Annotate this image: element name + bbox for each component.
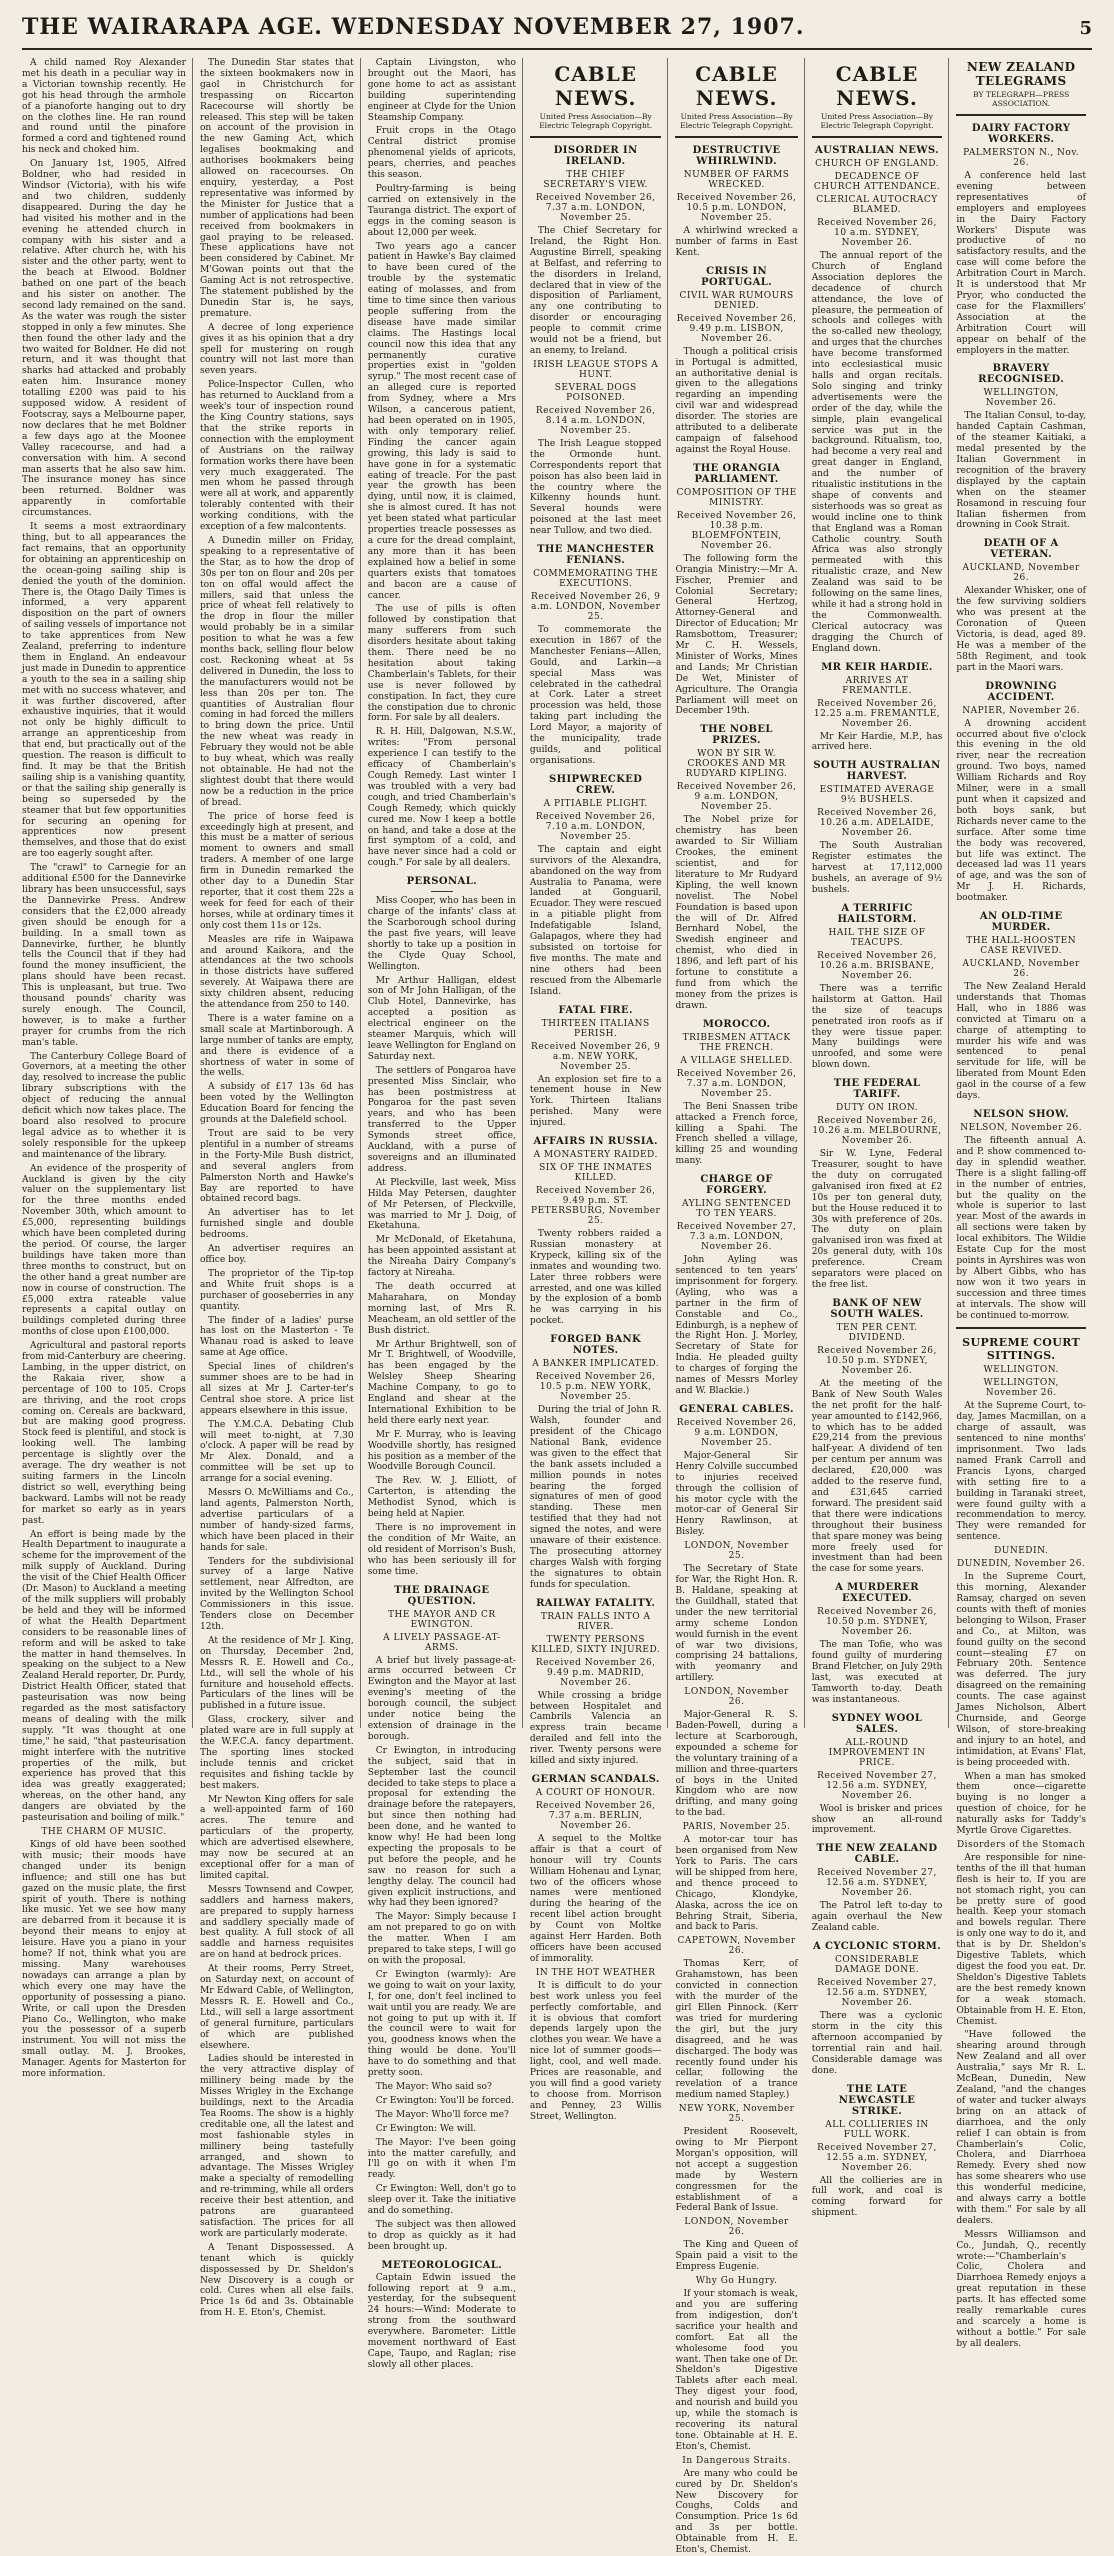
section-heading: THE FEDERAL TARIFF. xyxy=(833,1078,921,1101)
subheading: A COURT OF HONOUR. xyxy=(535,1787,656,1798)
advertisement-heading: Disorders of the Stomach xyxy=(956,1839,1086,1850)
subheading: COMMEMORATING THE EXECUTIONS. xyxy=(533,569,659,590)
dateline: Received November 26, 10.26 a.m. MELBOURNE, November 26. xyxy=(812,1116,942,1147)
section-heading: FATAL FIRE. xyxy=(558,1004,633,1016)
article: The finder of a ladies' purse has lost on the Masterton - Te Whanau road is asked to leave same at Age office. xyxy=(199,1315,354,1359)
dateline: Received November 26, 10.26 a.m. BRISBANE, November 26. xyxy=(817,950,937,981)
advertisement: R. H. Hill, Dalgowan, N.S.W., writes: "From personal experience I can testify to the efficacy of Chamberlain's Cough Remedy. Last winter I was troubled with a very bad cough, and tried Chamberlain's Cough Remedy, which quickly cured me. Now I keep a bottle on hand, and take a dose at the first symptom of a cold, and have never since had a cold or cough." For sale by all dealers. xyxy=(367,727,516,869)
article: Cr Ewington: We will. xyxy=(375,2123,477,2134)
dateline: Received November 27, 12.56 a.m. SYDNEY, November 26. xyxy=(817,1770,937,1801)
column-4 xyxy=(529,58,669,2122)
article: A conference held last evening between representatives of employers and employees in the Dairy Factory Workers' Dispute was productive of no satisfactory results, and the case will come before the Arbitration Court in March. It is understood that Mr Pryor, who conducted the case for the Flaxmillers' Association at the Arbitration Court will appear on behalf of the employers in the matter. xyxy=(956,171,1086,356)
advertisement: It is difficult to do your best work unless you feel perfectly comfortable, and it is obvious that comfort depends largely upon the clothes you wear. We have a nice lot of summer goods—light, cool, and well made. Prices are reasonable, and you will find a good variety to choose from. Morrison and Penney, 23 Willis Street, Wellington. xyxy=(529,1980,662,2122)
dateline: Received November 26, 10.38 p.m. BLOEMFONTEIN, November 26. xyxy=(676,510,797,551)
dateline: Received November 26, 7.10 a.m. LONDON, November 25. xyxy=(535,811,656,842)
article: Special lines of children's summer shoes are to be had in all sizes at Mr J. Carter-ter's Central shoe store. A price list appears elsewhere in this issue. xyxy=(199,1362,354,1416)
article: At their rooms, Perry Street, on Saturday next, on account of Mr Edward Cable, of Wellington, Messrs R. E. Howell and Co., Ltd., will sell a large assortment of general furniture, particulars of which are published elsewhere. xyxy=(199,1964,354,2051)
article: There is no improvement in the condition of Mr Waite, an old resident of Morrison's Bush, who has been seriously ill for some time. xyxy=(367,1523,516,1577)
dateline: Received November 26, 10.50 p.m. SYDNEY, November 26. xyxy=(817,1607,937,1638)
article: The South Australian Register estimates the harvest at 17,112,000 bushels, an average of 9½ bushels. xyxy=(811,841,943,895)
section-heading: MR KEIR HARDIE. xyxy=(821,661,933,673)
article: All the collieries are in full work, and coal is coming forward for shipment. xyxy=(811,2175,943,2219)
article: The subject was then allowed to drop as quickly as it had been brought up. xyxy=(367,2219,516,2252)
article: Captain Livingston, who brought out the Maori, has gone home to act as assistant building superintending engineer at Clyde for the Union Steamship Company. xyxy=(367,58,516,123)
section-heading: CRISIS IN PORTUGAL. xyxy=(701,265,773,288)
subheading: TEN PER CENT. DIVIDEND. xyxy=(836,1322,918,1343)
article: The Canterbury College Board of Governors, at a meeting the other day, resolved to increase the public library subscriptions with the object of reducing the annual deficit which now takes place. The board also resolved to procure legal advice as to whether it is solely responsible for the upkeep and maintenance of the library. xyxy=(22,1051,186,1160)
article: The Y.M.C.A. Debating Club will meet to-night, at 7.30 o'clock. A paper will be read by Mr Alex. Donald, and a committee will be set up to arrange for a social evening. xyxy=(199,1419,354,1485)
article: The Chief Secretary for Ireland, the Right Hon. Augustine Birrell, speaking at Belfast, and referring to the disorders in Ireland, declared that in view of the disposition of Parliament, any one contributing to disorder or encouraging people to commit crime would not be a friend, but an enemy, to Ireland. xyxy=(529,226,662,356)
article: Cr Ewington (warmly): Are we going to wait on your laxity, I, for one, don't feel inclined to wait until you are ready. We are not going to put up with it. If the council were to wait for you, goodness knows when the thing would be done. You'll have to do something and that pretty soon. xyxy=(367,1969,516,2079)
dateline: Received November 26, 10.5 p.m. NEW YORK, November 25. xyxy=(535,1372,656,1403)
article: The death occurred at Maharahara, on Monday morning last, of Mrs R. Meacheam, an old settler of the Bush district. xyxy=(367,1281,516,1336)
article: There was a terrific hailstorm at Gatton. Hail the size of teacups penetrated iron roofs as if they were tissue paper. Many buildings were unroofed, and some were blown down. xyxy=(811,983,943,1071)
article: A child named Roy Alexander met his death in a peculiar way in a Victorian township recently. He got his head through the armhole of a pianoforte hanging out to dry on the clothes line. He ran round and round until the pinafore formed a cord and tightened round his neck and choked him. xyxy=(22,58,186,156)
dateline: Received November 26, 9 a.m. LONDON, November 25. xyxy=(530,592,661,623)
article: A Dunedin miller on Friday, speaking to a representative of the Star, as to how the drop of 30s per ton on flour and 20s per ton on offal would affect the millers, said that unless the price of wheat fell relatively to the drop in flour the miller would probably be in a similar position to what he was a few months back, selling flour below cost. Reckoning wheat at 5s delivered in Dunedin, the loss to the manufacturers would not be less than 20s per ton. The quantities of Australian flour coming in had forced the millers to bring down the price. Until the new wheat was ready in February they would not be able to buy wheat, which was really not obtainable. He had not the slightest doubt that there would now be a reduction in the price of bread. xyxy=(199,535,354,808)
article: President Roosevelt, owing to Mr Pierpont Morgan's opposition, will not accept a suggestion made by Western congressmen for the establishment of a Federal Bank of Issue. xyxy=(675,2127,798,2214)
section-heading: BRAVERY RECOGNISED. xyxy=(978,363,1065,386)
article: Miss Cooper, who has been in charge of the infants' class at the Scarborough school during the past five years, will leave shortly to take up a position in the Clyde Quay School, Wellington. xyxy=(367,896,516,972)
article: While crossing a bridge between Hospitalet and Cambrils Valencia an express train became derailed and fell into the river. Twenty persons were killed and sixty injured. xyxy=(529,1690,662,1767)
article: Police-Inspector Cullen, who has returned to Auckland from a week's tour of inspection round the King Country stations, says that the strike reports in connection with the employment of Austrians on the railway formation works there have been very much exaggerated. The men whom he passed through were all at work, and apparently tolerably contented with their working conditions, with the exception of a few malcontents. xyxy=(199,380,354,533)
article: On January 1st, 1905, Alfred Boldner, who had resided in Windsor (Victoria), with his wife and two children, suddenly disappeared. During the day he had visited his mother and in the evening he attended church in company with his sister and a relative. After church he, with his sister and the other party, went to the beach at Elwood. Boldner bathed on one part of the beach and his sister on another. The second lady remained on the sand. As the water was rough the sister stopped in only a few minutes. She then found the other lady and the two waited for Boldner. He did not return, and it was thought that sharks had attacked and probably eaten him. Insurance money totalling £200 was paid to his supposed widow. A resident of Footscray, says a Melbourne paper, now declares that he met Boldner a few days ago at the Moonee Valley racecourse, and had a conversation with him. A second man asserts that he also saw him. The insurance money has since been returned. Boldner was apparently in comfortable circumstances. xyxy=(22,159,186,519)
column-3 xyxy=(367,58,523,2370)
divider xyxy=(812,136,943,138)
section-heading: DROWNING ACCIDENT. xyxy=(985,680,1057,703)
subheading: A VILLAGE SHELLED. xyxy=(680,1055,793,1066)
section-heading: SHIPWRECKED CREW. xyxy=(549,773,643,796)
article: Messrs Townsend and Cowper, saddlers and harness makers, are prepared to supply harness and saddlery specially made of best quality. A full stock of all saddle and harness requisites are on hand at bedrock prices. xyxy=(199,1884,354,1961)
article: The price of horse feed is exceedingly high at present, and this must be a matter of serious moment to owners and small traders. A member of one large firm in Dunedin remarked the other day to a Dunedin Star reporter, that it cost them 22s a week for feed for each of their horses, while at ordinary times it only cost them 11s or 12s. xyxy=(199,811,354,931)
advertisement-heading: Why Go Hungry. xyxy=(695,2276,778,2287)
article: Mr McDonald, of Eketahuna, has been appointed assistant at the Nireaha Dairy Company's factory at Nireaha. xyxy=(367,1235,516,1279)
column-5 xyxy=(675,58,804,2556)
subheading: WELLINGTON. xyxy=(983,1365,1059,1376)
nz-telegrams-banner: NEW ZEALAND TELEGRAMS xyxy=(966,60,1076,88)
article: The annual report of the Church of England Association deplores the decadence of church attendance, the love of pleasure, the permeation of schools and colleges with the so-called new theology, and urges that the churches have become transformed into ecclesiastical music halls and organ recitals. Solo singing and trinky advertisements were the order of the day, while the simple, plain evangelical service was put in the background. Ritualism, too, had become a very real and great danger in England, and the number of ritualistic institutions in the shape of convents and sisterhoods was so great as would incline one to think that England was a Roman Catholic country. South Africa was also strongly permeated with this ritualistic craze, and New Zealand was said to be following on the same lines, while it had a strong hold in the Commonwealth. Clerical autocracy was dragging the Church of England down. xyxy=(811,251,943,654)
subheading: ARRIVES AT FREMANTLE. xyxy=(842,675,912,696)
article: The New Zealand Herald understands that Thomas Hall, who in 1886 was convicted at Timaru on a charge of attempting to murder his wife and was sentenced to penal servitude for life, will be liberated from Mount Eden gaol in the course of a few days. xyxy=(956,982,1086,1102)
section-heading: SOUTH AUSTRALIAN HARVEST. xyxy=(813,760,941,783)
article: The King and Queen of Spain paid a visit to the Empress Eugenie. xyxy=(675,2240,798,2273)
article: The Mayor: Who'll force me? xyxy=(375,2109,509,2120)
article: The "crawl" to Carnegie for an additional £500 for the Dannevirke library has been unsuccessful, says the Dannevirke Press. Andrew considers that the £2,000 already given should be enough for a building. In a small town as Dannevirke, further, he bluntly tells the Council that if they had found the money insufficient, the plans should have been recast. This is unpleasant, but true. Two thousand pounds' charity was surely enough. The Council, however, is to make a further prayer for crumbs from the rich man's table. xyxy=(22,863,186,1048)
article: Measles are rife in Waipawa and around Kaikora, and the attendances at the two schools in those districts have suffered severely. At Waipawa there are sixty children absent, reducing the attendance from 250 to 140. xyxy=(199,934,354,1011)
section-heading: AUSTRALIAN NEWS. xyxy=(815,145,940,156)
subheading: DUNEDIN. xyxy=(994,1546,1049,1557)
article: The Secretary of State for War, the Right Hon. R. B. Haldane, speaking at the Guildhall, stated that under the new territorial army scheme London would furnish in the event of war two divisions, comprising 24 battalions, with yeomanry and artillery. xyxy=(675,1564,798,1684)
dateline: Received November 27, 12.56 a.m. SYDNEY, November 26. xyxy=(817,1868,937,1899)
article: Messrs O. McWilliams and Co., land agents, Palmerston North, advertise particulars of a number of handy-sized farms, which have been placed in their hands for sale. xyxy=(199,1488,354,1553)
subheading: THE CHIEF SECRETARY'S VIEW. xyxy=(543,170,648,190)
article: At the residence of Mr J. King, on Thursday, December 2nd, Messrs R. E. Howell and Co., Ltd., will sell the whole of his furniture and household effects. Particulars of the lines will be published in a future issue. xyxy=(199,1635,354,1712)
advertisement: If your stomach is weak, and you are suffering from indigestion, don't sacrifice your health and comfort. Eat all the wholesome food you want. Then take one of Dr. Sheldon's Digestive Tablets after each meal. They digest your food, and nourish and build you up, while the stomach is recovering its natural tone. Obtainable at H. E. Eton's, Chemist. xyxy=(675,2289,798,2452)
article: Glass, crockery, silver and plated ware are in full supply at the W.F.C.A. fancy department. The sporting lines stocked include tennis and cricket requisites and fishing tackle by best makers. xyxy=(199,1715,354,1791)
subheading: A MONASTERY RAIDED. xyxy=(533,1150,658,1161)
cable-news-banner: CABLE NEWS. xyxy=(695,62,778,110)
article: Mr Newton King offers for sale a well-appointed farm of 160 acres. The tenure and particulars of the property, which are advertised elsewhere, may now be secured at an exceptional offer for a man of limited capital. xyxy=(199,1794,354,1881)
section-heading: GENERAL CABLES. xyxy=(679,1403,794,1415)
press-association-credit: United Press Association—By Electric Telegraph Copyright. xyxy=(820,112,934,130)
article: To commemorate the execution in 1867 of the Manchester Fenians—Allen, Gould, and Larkin—a special Mass was celebrated in the cathedral at Cork. Later a street procession was held, those taking part including the Lord Mayor, a majority of the municipality, trade guilds, and political organisations. xyxy=(529,625,662,766)
article: Captain Edwin issued the following report at 9 a.m., yesterday, for the subsequent 24 hours:—Wind: Moderate to strong from the southward everywhere. Barometer: Little movement northward of East Cape, Taupo, and Raglan; rise slowly all other places. xyxy=(367,2272,516,2370)
subheading: SEVERAL DOGS POISONED. xyxy=(554,382,637,403)
dateline: AUCKLAND, November 26. xyxy=(962,563,1080,584)
press-association-credit: United Press Association—By Electric Telegraph Copyright. xyxy=(539,112,653,130)
advertisement: "Have followed the shearing around through New Zealand and all over Australia," says Mr R. L. McBean, Dunedin, New Zealand, "and the changes of water and tucker always bring on an attack of diarrhoea, and the only relief I can obtain is from Chamberlain's Colic, Cholera, and Diarrhoea Remedy. Every shed now has some shearers who use this wonderful medicine, and always carry a bottle with them." For sale by all dealers. xyxy=(956,2030,1086,2226)
article: Alexander Whisker, one of the few surviving soldiers who was present at the Coronation of Queen Victoria, is dead, aged 89. He was a member of the 58th Regiment, and took part in the Maori wars. xyxy=(956,586,1086,673)
section-heading: THE LATE NEWCASTLE STRIKE. xyxy=(838,2083,916,2117)
dateline: Received November 26, 9.49 p.m. MADRID, November 26. xyxy=(535,1657,656,1688)
section-heading: NELSON SHOW. xyxy=(973,1109,1069,1120)
subheading: NUMBER OF FARMS WRECKED. xyxy=(683,170,790,190)
article: The man Tofie, who was found guilty of murdering Brand Fletcher, on July 29th last, was executed at Tamworth to-day. Death was instantaneous. xyxy=(811,1640,943,1705)
column-1 xyxy=(22,58,193,2080)
masthead-title: THE WAIRARAPA AGE. WEDNESDAY NOVEMBER 27, 1907. xyxy=(22,14,805,40)
article: A brief but lively passage-at-arms occurred between Cr Ewington and the Mayor at last evening's meeting of the borough council, the subject under notice being the extension of drainage in the borough. xyxy=(367,1655,516,1742)
subheading: CLERICAL AUTOCRACY BLAMED. xyxy=(816,195,938,215)
article: A decree of long experience gives it as his opinion that a dry spell for mustering on rough country will not last more than seven years. xyxy=(199,322,354,377)
dateline: Received November 26, 9 a.m. NEW YORK, November 25. xyxy=(531,1041,661,1072)
dateline: Received November 26, 7.37 a.m. BERLIN, November 26. xyxy=(535,1800,656,1831)
article: Twenty robbers raided a Russian monastery at Krypeck, killing six of the inmates and wounding two. Later three robbers were arrested, and one was killed by the explosion of a bomb he was carrying in his pocket. xyxy=(529,1229,662,1327)
article: The Mayor: Simply because I am not prepared to go on with the matter. When I am prepared to take steps, I will go on with the proposal. xyxy=(367,1912,516,1966)
section-heading: THE MANCHESTER FENIANS. xyxy=(537,544,655,567)
article: The fifteenth annual A. and P. show commenced to-day in splendid weather. There is a slight falling-off in the number of entries, but the quality on the whole is superior to last year. Most of the awards in all sections were taken by local exhibitors. The Wildie Estate Cup for the most points in Ayrshires was won by Albert Gibbs, who has now won it two years in succession and three times at intervals. The show will be continued to-morrow. xyxy=(956,1136,1086,1321)
dateline: LONDON, November 25. xyxy=(684,1541,789,1562)
article: Ladies should be interested in the very attractive display of millinery being made by the Misses Wrigley in the Exchange buildings, next to the Arcadia Tea Rooms. The show is a highly creditable one, all the latest and most fashionable styles in millinery being tastefully arranged, and shown to advantage. The Misses Wrigley make a specialty of remodelling and re-trimming, while all orders receive their best attention, and patrons are guaranteed satisfaction. The prices for all work are particularly moderate. xyxy=(199,2054,354,2239)
section-heading: DISORDER IN IRELAND. xyxy=(553,145,638,167)
section-heading: THE NEW ZEALAND CABLE. xyxy=(816,1843,938,1866)
dateline: Received November 26, 8.14 a.m. LONDON, November 25. xyxy=(535,405,656,436)
subheading: CONSIDERABLE DAMAGE DONE. xyxy=(834,1955,920,1976)
dateline: LONDON, November 26. xyxy=(684,1687,789,1708)
section-heading: METEOROLOGICAL. xyxy=(381,2259,503,2271)
article: The proprietor of the Tip-top and White fruit shops is a purchaser of gooseberries in any quantity. xyxy=(199,1268,354,1312)
advertisement-heading: In Dangerous Straits. xyxy=(682,2455,791,2466)
cable-news-banner: CABLE NEWS. xyxy=(554,62,638,110)
article: Agricultural and pastoral reports from mid-Canterbury are cheering. Lambing, in the upper district, on the Rakaia river, show a percentage of 100 to 105. Crops are thriving, and the root crops coming on. Cereals are backward, but are making good progress. Stock feed is plentiful, and stock is looking well. The lambing percentage is slightly over the average. The dry weather is not suiting farmers in the Lincoln district so well, everything being backward. Lambs will not be ready for market so early as in years past. xyxy=(22,1341,186,1526)
article: Cr Ewington: You'll be forced. xyxy=(375,2095,515,2106)
cable-news-banner: CABLE NEWS. xyxy=(835,62,919,110)
dateline: PARIS, November 25. xyxy=(682,1822,791,1833)
section-heading: THE ORANGIA PARLIAMENT. xyxy=(692,462,781,485)
press-association-credit: United Press Association—By Electric Telegraph Copyright. xyxy=(680,112,794,130)
dateline: Received November 26, 9 a.m. LONDON, November 25. xyxy=(676,1417,797,1448)
subheading: SIX OF THE INMATES KILLED. xyxy=(539,1163,653,1184)
advertisement: When a man has smoked them once—cigarette buying is no longer a question of choice, for he naturally asks for Taddy's Myrtle Grove Cigarettes. xyxy=(956,1771,1086,1837)
article: Mr Keir Hardie, M.P., has arrived here. xyxy=(811,731,943,753)
section-heading: THE CHARM OF MUSIC. xyxy=(41,1827,167,1837)
article: The Rev. W. J. Elliott, of Carterton, is attending the Methodist Synod, which is being held at Napier. xyxy=(367,1476,516,1520)
section-heading: DAIRY FACTORY WORKERS. xyxy=(971,123,1071,145)
article: The Beni Snassen tribe attacked a French force, killing a Spahi. The French shelled a village, killing 25 and wounding many. xyxy=(675,1101,798,1167)
subheading: CIVIL WAR RUMOURS DENIED. xyxy=(679,290,794,311)
article: There is a water famine on a small scale at Martinborough. A large number of tanks are empty, and there is evidence of a shortness of water in some of the wells. xyxy=(199,1013,354,1079)
article: The settlers of Pongaroa have presented Miss Sinclair, who has been postmistress at Pongaroa for the past seven years, and who has been transferred to the Upper Symonds street office, Auckland, with a purse of sovereigns and an illuminated address. xyxy=(367,1065,516,1174)
article: Thomas Kerr, of Grahamstown, has been convicted in connection with the murder of the girl Ellen Pinnock. (Kerr was tried for murdering the girl, but the jury disagreed, and he was discharged. The body was recently found under his cellar, following the revelation of a trance medium named Stapley.) xyxy=(675,1959,798,2101)
column-6 xyxy=(811,58,950,2219)
dateline: AUCKLAND, November 26. xyxy=(962,959,1080,980)
subheading: A BANKER IMPLICATED. xyxy=(532,1359,660,1370)
subheading: TWENTY PERSONS KILLED, SIXTY INJURED. xyxy=(531,1634,661,1655)
section-heading: A MURDERER EXECUTED. xyxy=(835,1582,919,1605)
press-association-credit: BY TELEGRAPH—PRESS ASSOCIATION. xyxy=(973,90,1070,108)
divider xyxy=(956,114,1086,116)
article: A motor-car tour has been organised from New York to Paris. The cars will be shipped from here, and thence proceed to Chicago, Klondyke, Alaska, across the ice on Behring Strait, Siberia, and back to Paris. xyxy=(675,1835,798,1933)
article: An explosion set fire to a tenement house in New York. Thirteen Italians perished. Many were injured. xyxy=(529,1074,662,1129)
article: Tenders for the subdivisional survey of a large Native settlement, near Alfredton, are invited by the Wellington School Commissioners in this issue. Tenders close on December 12th. xyxy=(199,1556,354,1632)
subheading: THIRTEEN ITALIANS PERISH. xyxy=(541,1018,650,1039)
advertisement: The use of pills is often followed by constipation that many sufferers from such disorders hesitate about taking them. There need be no hesitation about taking Chamberlain's Tablets, for their use is never followed by constipation. In fact, they cure the constipation due to chronic form. For sale by all dealers. xyxy=(367,604,516,724)
article: The following form the Orangia Ministry:—Mr A. Fischer, Premier and Colonial Secretary; General Hertzog, Attorney-General and Director of Education; Mr Ramsbottom, Treasurer; Mr C. H. Wessels, Minister of Works, Mines and Lands; Mr Christian De Wet, Minister of Agriculture. The Orangia Parliament will meet on December 19th. xyxy=(675,553,798,717)
dateline: CAPETOWN, November 26. xyxy=(677,1936,796,1957)
article: Mr Arthur Brightwell, son of Mr T. Brightwell, of Woodville, has been engaged by the Welsley Sheep Shearing Machine Company, to go to England and shear at the International Exhibition to be held there early next year. xyxy=(367,1339,516,1426)
dateline: Received November 26, 9.49 p.m. ST. PETERSBURG, November 25. xyxy=(531,1186,661,1227)
article: A whirlwind wrecked a number of farms in East Kent. xyxy=(675,226,798,258)
section-heading: CHARGE OF FORGERY. xyxy=(700,1174,773,1197)
article: The Mayor: Who said so? xyxy=(375,2081,492,2092)
article: Fruit crops in the Otago Central district promise phenomenal yields of apricots, pears, cherries, and peaches this season. xyxy=(367,126,516,181)
article: Mr F. Murray, who is leaving Woodville shortly, has resigned his position as a member of the Woodville Borough Council. xyxy=(367,1429,516,1473)
advertisement: Messrs Williamson and Co., Jundah, Q., recently wrote:—"Chamberlain's Colic, Cholera and Diarrhoea Remedy enjoys a great reputation in these parts. It has effected some really remarkable cures and scarcely a home is without a bottle." For sale by all dealers. xyxy=(956,2229,1086,2349)
dateline: DUNEDIN, November 26. xyxy=(956,1559,1086,1570)
dateline: Received November 26, 9.49 p.m. LISBON, November 26. xyxy=(676,313,797,344)
subheading: COMPOSITION OF THE MINISTRY. xyxy=(676,487,797,508)
dateline: Received November 26, 10.26 a.m. ADELAIDE, November 26. xyxy=(817,808,937,839)
subheading: DUTY ON IRON. xyxy=(835,1103,919,1114)
divider xyxy=(431,891,453,892)
article: At Pleckville, last week, Miss Hilda May Petersen, daughter of Mr Petersen, of Pleckville, was married to Mr J. Doig, of Eketahuna. xyxy=(367,1177,516,1232)
section-heading: FORGED BANK NOTES. xyxy=(550,1334,642,1357)
divider xyxy=(956,1327,1086,1329)
dateline: Received November 26, 12.25 a.m. FREMANTLE, November 26. xyxy=(813,698,941,729)
advertisement: Are responsible for nine-tenths of the ill that human flesh is heir to. If you are not stomach right, you can be pretty sure of good health. Keep your stomach and bowels regular. There is only one way to do it, and that is by Dr. Sheldon's Digestive Tablets, which digest the food you eat. Dr. Sheldon's Digestive Tablets are the best remedy known for a weak stomach. Obtainable from H. E. Eton, Chemist. xyxy=(956,1852,1086,2027)
subheading: ALL-ROUND IMPROVEMENT IN PRICE. xyxy=(828,1737,926,1768)
section-heading: A TERRIFIC HAILSTORM. xyxy=(837,902,917,925)
section-heading: PERSONAL. xyxy=(406,876,478,888)
subheading: WON BY SIR W. CROOKES AND MR RUDYARD KIPLING. xyxy=(685,749,788,780)
section-heading: AFFAIRS IN RUSSIA. xyxy=(533,1136,658,1148)
article: During the trial of John R. Walsh, founder and president of the Chicago National Bank, evidence was given to the effect that the bank assets included a million pounds in notes bearing the forged signatures of men of good standing. These men testified that they had not signed the notes, and were unaware of their existence. The prosecuting attorney charges Walsh with forging the signatures to obtain funds for speculation. xyxy=(529,1405,662,1590)
dateline: NELSON, November 26. xyxy=(960,1123,1083,1133)
dateline: PALMERSTON N., Nov. 26. xyxy=(963,148,1080,168)
dateline: Received November 26, 7.37 a.m. LONDON, November 25. xyxy=(676,1068,797,1099)
section-heading: DESTRUCTIVE WHIRLWIND. xyxy=(692,145,781,167)
article: Though a political crisis in Portugal is admitted, an authoritative denial is given to the allegations regarding an impending civil war and widespread disorder. The stories are attributed to a deliberate campaign of falsehood against the Royal House. xyxy=(675,346,798,455)
section-heading: THE DRAINAGE QUESTION. xyxy=(394,1584,490,1607)
advertisement: Kings of old have been soothed with music; their moods have changed under its benign influence; and still one has but gazed on the music plate, the first spirit of youth. There is nothing like music. Yet we see how many are debarred from it because it is beyond their means to enjoy at leisure. Have you a piano in your home? If not, think what you are missing. Many warehouses nowadays can arrange a plan by which every one may have the opportunity of possessing a piano. Write, or call upon the Dresden Piano Co., Wellington, who make you the possessor of a superb instrument. You will not miss the small outlay. M. J. Brookes, Manager. Agents for Masterton for more information. xyxy=(22,1840,186,2080)
article: An effort is being made by the Health Department to inaugurate a scheme for the improvement of the milk supply of Auckland. During the visit of the Chief Health Officer (Dr. Mason) to Auckland a meeting of the milk suppliers will probably be held and they will be informed of what the Health Department considers to be reasonable lines of reform and will be asked to take the matter in hand themselves. In speaking on the subject to a New Zealand Herald reporter, Dr. Purdy, District Health Officer, stated that pasteurisation was now being regarded as the most satisfactory means of dealing with the milk supply. "It was thought at one time," he said, "that pasteurisation might interfere with the nutritive properties of the milk, but experience has proved that this idea was greatly exaggerated; whereas, on the other hand, any dangers are obviated by the pasteurisation and boiling of milk." xyxy=(22,1529,186,1824)
dateline: WELLINGTON, November 26. xyxy=(983,388,1059,409)
subheading: IRISH LEAGUE STOPS A HUNT. xyxy=(533,359,659,380)
article: The Dunedin Star states that the sixteen bookmakers now in gaol in Christchurch for trespassing on Riccarton Racecourse will shortly be released. This step will be taken on account of the provision in the new Gaming Act, which legalises bookmaking and authorises bookmakers being allowed on racecourses. On enquiry, yesterday, a Post representative was informed by the Minister for Justice that a number of applications had been received from bookmakers in gaol praying to be released. These applications have not been considered by Cabinet. Mr M'Gowan points out that the Gaming Act is not retrospective. The statement published by the Dunedin Star is, he says, premature. xyxy=(199,58,354,319)
dateline: Received November 26, 10 a.m. SYDNEY, November 26. xyxy=(817,218,937,248)
subheading: HAIL THE SIZE OF TEACUPS. xyxy=(828,927,926,948)
subheading: THE HALL-HOOSTEN CASE REVIVED. xyxy=(966,936,1077,957)
subheading: ESTIMATED AVERAGE 9½ BUSHELS. xyxy=(819,785,935,806)
section-heading: GERMAN SCANDALS. xyxy=(531,1773,660,1785)
advertisement-heading: IN THE HOT WEATHER xyxy=(535,1967,656,1978)
article: Two years ago a cancer patient in Hawke's Bay claimed to have been cured of the trouble by the systematic eating of molasses, and from time to time since then various people suffering from the disease have made similar claims. The Hastings local council now this idea that any permanently curative properties exist in "golden syrup." The most recent case of an alleged cure is reported from Sydney, where a Mrs Wilson, a cancerous patient, had been operated on in 1905, with only temporary relief. Finding the cancer again growing, this lady is said to have gone in for a systematic eating of treacle. For the past year the growth has been dying, until now, it is claimed, she is almost cured. It has not yet been stated what particular properties treacle possesses as a cure for the dread complaint, any more than it has been explained how a belief in some quarters exists that tomatoes and bacon are a cause of cancer. xyxy=(367,241,516,601)
article: Sir W. Lyne, Federal Treasurer, sought to have the duty on corrugated galvanised iron fixed at £2 10s per ton general duty, but the House reduced it to 30s with preference of 20s. The duty on plain galvanised iron was fixed at 20s general duty, with 10s preference. Cream separators were placed on the free list. xyxy=(811,1149,943,1290)
divider xyxy=(675,136,797,138)
section-heading: SYDNEY WOOL SALES. xyxy=(831,1712,923,1735)
article: Major-General R. S. Baden-Powell, during a lecture at Scarborough, expounded a scheme for the voluntary training of a million and three-quarters of boys in the United Kingdom who are now drifting, and many going to the bad. xyxy=(675,1710,798,1819)
subheading: AYLING SENTENCED TO TEN YEARS. xyxy=(681,1199,792,1220)
article: John Ayling was sentenced to ten years' imprisonment for forgery. (Ayling, who was a partner in the firm of Constable and Co., Edinburgh, is a nephew of the Right Hon. J. Morley, Secretary of State for India. He pleaded guilty to charges of forging the names of Messrs Morley and W. Blackie.) xyxy=(675,1255,798,1396)
article: In the Supreme Court, this morning, Alexander Ramsay, charged on seven counts with theft of monies belonging to Wilson, Fraser and Co., at Milton, was found guilty on the second count—stealing £7 on February 20th. Sentence was deferred. The jury disagreed on the remaining counts. The case against James Nicholson, Albert Churnside, and George Wilson, of store-breaking and injury to an hotel, and intimidation, at Evans' Flat, is being proceeded with. xyxy=(956,1572,1086,1768)
section-heading: RAILWAY FATALITY. xyxy=(536,1597,656,1609)
dateline: NAPIER, November 26. xyxy=(962,705,1081,716)
dateline: Received November 27, 12.55 a.m. SYDNEY, November 26. xyxy=(817,2142,937,2173)
subheading: TRIBESMEN ATTACK THE FRENCH. xyxy=(682,1032,791,1053)
section-heading: MOROCCO. xyxy=(702,1018,771,1030)
article: Trout are said to be very plentiful in a number of streams in the Forty-Mile Bush district, and several anglers from Palmerston North and Hawke's Bay are reported to have obtained record bags. xyxy=(199,1129,354,1205)
subheading: TRAIN FALLS INTO A RIVER. xyxy=(540,1611,651,1632)
article: A sequel to the Moltke affair is that a court of honour will try Counts William Hohenau and Lynar, two of the officers whose names were mentioned during the hearing of the recent libel action brought by Count von Moltke against Herr Harden. Both officers have been accused of immorality. xyxy=(529,1833,662,1964)
dateline: Received November 26, 10.5 p.m. LONDON, November 25. xyxy=(676,193,797,223)
dateline: Received November 26, 9 a.m. LONDON, November 25. xyxy=(676,782,797,813)
article: There was a cyclonic storm in the city this afternoon accompanied by torrential rain and hail. Considerable damage was done. xyxy=(811,2011,943,2076)
subheading: ALL COLLIERIES IN FULL WORK. xyxy=(825,2119,929,2140)
article: Wool is brisker and prices show an all-round improvement. xyxy=(811,1803,943,1836)
masthead xyxy=(22,14,1092,50)
article: Cr Ewington, in introducing the subject, said that in September last the council decided to take steps to place a proposal for extending the drainage before the ratepayers, but since then nothing had been done, and he wanted to know why! He had been long expecting the proposals to be put before the people, and he saw no reason for such a lengthy delay. The council had given explicit instructions, and why had they been ignored? xyxy=(367,1745,516,1909)
section-heading: THE NOBEL PRIZES. xyxy=(700,724,773,747)
divider xyxy=(530,136,662,138)
dateline: NEW YORK, November 25. xyxy=(678,2104,795,2125)
article: An advertiser requires an office boy. xyxy=(199,1244,354,1265)
subheading: A LIVELY PASSAGE-AT-ARMS. xyxy=(383,1632,501,1653)
subheading: A PITIABLE PLIGHT. xyxy=(543,798,648,809)
article: A drowning accident occurred about five o'clock this evening in the old river, near the recreation ground. Two boys, named William Richards and Roy Milner, were in a small punt when it capsized and both boys sank, but Richards never came to the surface. After some time the body was recovered, but life was extinct. The deceased lad was 11 years of age, and was the son of Mr J. H. Richards, bootmaker. xyxy=(956,718,1086,904)
article: The Italian Consul, to-day, handed Captain Cashman, of the steamer Kaitiaki, a medal presented by the Italian Government in recognition of the bravery displayed by the captain when on the steamer Rosamond in rescuing four Italian fishermen from drowning in Cook Strait. xyxy=(956,411,1086,531)
article: The Irish League stopped the Ormonde hunt. Correspondents report that poison has also been laid in the country where the Kilkenny hounds hunt. Several hounds were poisoned at the last meet near Tullow, and two died. xyxy=(529,438,662,537)
article: A subsidy of £17 13s 6d has been voted by the Wellington Education Board for fencing the grounds at the Dalefield school. xyxy=(199,1082,354,1126)
section-heading: BANK OF NEW SOUTH WALES. xyxy=(830,1297,924,1320)
subheading: THE MAYOR AND CR EWINGTON. xyxy=(387,1609,496,1630)
dateline: Received November 27, 7.3 a.m. LONDON, November 26. xyxy=(676,1222,797,1253)
section-heading: A CYCLONIC STORM. xyxy=(812,1941,942,1953)
page-number: 5 xyxy=(1079,18,1092,39)
article: It seems a most extraordinary thing, but to all appearances the fact remains, that an opportunity for obtaining an apprenticeship on the ocean-going sailing ship is denied the youth of the dominion. There is, the Otago Daily Times is informed, a very apparent disposition on the part of owners of sailing vessels of importance not to take apprentices from New Zealand, preferring to indenture them in England. An endeavour just made in Dunedin to apprentice a youth to the sea in a sailing ship met with no success whatever, and it was further discovered, after exhaustive inquiries, that it would not only be highly difficult to arrange an apprenticeship from that end, but practically out of the question. The reason is difficult to find. It may be that the British sailing ship is a vanishing quantity, or that the sailing ship generally is being so superseded by the steamer that but few opportunities for securing an opening for apprentices now present themselves, and those that do exist are too eagerly sought after. xyxy=(22,522,186,860)
article: At the Supreme Court, to-day, James Macmillan, on a charge of assault, was sentenced to nine months' imprisonment. Two lads named Frank Carroll and Francis Lyons, charged with setting fire to a building in Taranaki street, were found guilty with a recommendation to mercy. They were remanded for sentence. xyxy=(956,1401,1086,1543)
article: Mr Arthur Halligan, eldest son of Mr John Halligan, of the Club Hotel, Dannevirke, has accepted a position as electrical engineer on the steamer Marquis, which will leave Wellington for England on Saturday next. xyxy=(367,975,516,1062)
column-2 xyxy=(199,58,361,2319)
article: The Patrol left to-day to again overhaul the New Zealand cable. xyxy=(811,1901,943,1934)
supreme-court-banner: SUPREME COURT SITTINGS. xyxy=(962,1336,1081,1363)
dateline: Received November 26, 10.50 p.m. SYDNEY, November 26. xyxy=(817,1345,937,1376)
advertisement: A Tenant Dispossessed. A tenant which is quickly dispossessed by Dr. Sheldon's New Discovery is a cough or cold. Cures when all else fails. Price 1s 6d and 3s. Obtainable from H. E. Eton's, Chemist. xyxy=(199,2242,354,2319)
subheading: DECADENCE OF CHURCH ATTENDANCE. xyxy=(813,172,941,192)
dateline: Received November 27, 12.56 a.m. SYDNEY, November 26. xyxy=(817,1978,937,2009)
dateline: Received November 26, 7.37 a.m. LONDON, November 25. xyxy=(535,193,656,223)
dateline: LONDON, November 26. xyxy=(684,2217,789,2238)
article: At the meeting of the Bank of New South Wales the net profit for the half-year amounted to £142,966, to which has to be added £29,214 from the previous half-year. A dividend of ten per centum per annum was declared, £20,000 was added to the reserve fund, and £31,645 carried forward. The president said that there were indications throughout their business that spare money was being more freely used for investment than had been the case for some years. xyxy=(811,1378,943,1575)
article: The captain and eight survivors of the Alexandra, abandoned on the way from Australia to Panama, were landed at Gonguaril, Ecuador. They were rescued in a pitiable plight from Indefatigable Island, Galapagos, where they had subsisted on tortoise for five months. The mate and nine others had been rescued from the Albemarle Island. xyxy=(529,844,662,997)
article: An advertiser has to let furnished single and double bedrooms. xyxy=(199,1208,354,1241)
article: The Nobel prize for chemistry has been awarded to Sir William Crookes, the eminent scientist, and for literature to Mr Rudyard Kipling, the well known novelist. The Nobel Foundation is based upon the will of Dr. Alfred Bernhard Nobel, the Swedish engineer and chemist, who died in 1896, and left part of his fortune to constitute a fund from which the money from the prizes is drawn. xyxy=(675,815,798,1011)
advertisement: Are many who could be cured by Dr. Sheldon's New Discovery for Coughs, Colds and Consumption. Price 1s 6d and 3s per bottle. Obtainable from H. E. Eton's, Chemist. xyxy=(675,2468,798,2556)
section-heading: DEATH OF A VETERAN. xyxy=(983,538,1059,561)
article: An evidence of the prosperity of Auckland is given by the city valuer on the supplementary list for the three months ended November 30th, which amount to £5,000, representing buildings which have been completed during the period. Of course, the larger buildings have taken more than three months to construct, but on the other hand a great number are now in course of construction. The £5,000 extra rateable value represents a capital outlay on buildings completed during three months of close upon £100,000. xyxy=(22,1163,186,1338)
section-heading: AN OLD-TIME MURDER. xyxy=(979,911,1063,934)
article: Poultry-farming is being carried on extensively in the Tauranga district. The export of eggs in the coming season is about 12,000 per week. xyxy=(367,183,516,238)
article: Cr Ewington: Well, don't go to sleep over it. Take the initiative and do something. xyxy=(367,2184,516,2217)
article: The Mayor: I've been going into the matter carefully, and I'll go on with it when I'm ready. xyxy=(367,2137,516,2181)
subheading: CHURCH OF ENGLAND. xyxy=(815,159,939,169)
dateline: WELLINGTON, November 26. xyxy=(983,1378,1059,1399)
column-7 xyxy=(956,58,1092,2349)
article: Major-General Sir Henry Colville succumbed to injuries received through the collision of his motor cycle with the motor-car of General Sir Henry Rawlinson, at Bisley. xyxy=(675,1450,798,1538)
